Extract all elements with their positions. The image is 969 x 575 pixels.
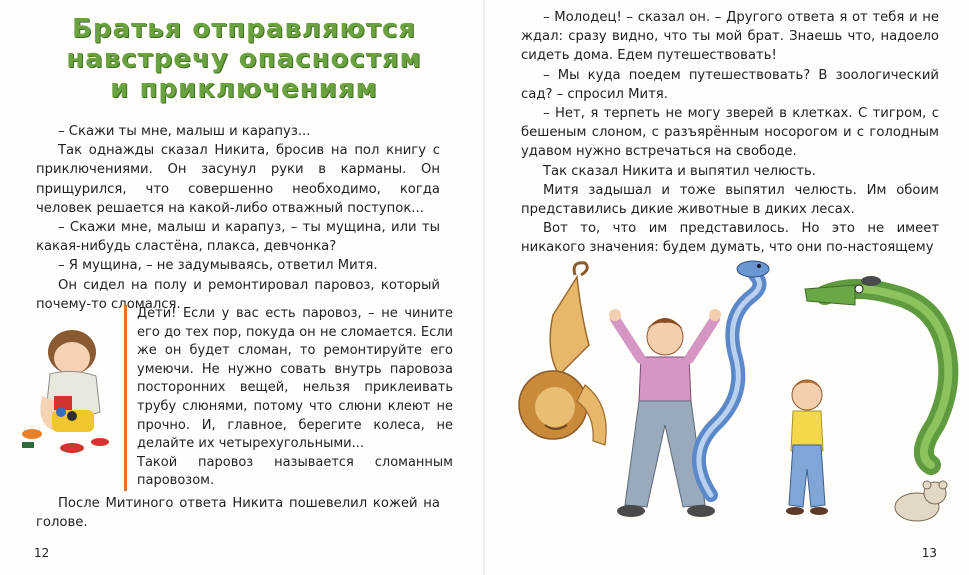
paragraph: Так сказал Никита и выпятил челюсть.	[543, 163, 816, 179]
paragraph: – Скажи ты мне, малыш и карапуз...	[58, 124, 311, 139]
page-number-right: 13	[921, 546, 937, 560]
paragraph: Он сидел на полу и ремонтировал паровоз, который почему-то сломался.	[36, 277, 440, 312]
paragraph: После Митиного ответа Никита пошевелил кожей на голове.	[36, 496, 440, 531]
tip-paragraph: Такой паровоз называется сломанным паровозом.	[137, 454, 453, 489]
baby-with-toy-illustration	[12, 312, 122, 462]
left-page-text	[36, 122, 440, 314]
paragraph: Митя задышал и тоже выпятил челюсть. Им обоим представились дикие животные в диких лесах.	[521, 182, 939, 218]
tip-box	[124, 305, 453, 491]
paragraph: Так однажды сказал Никита, бросив на пол книгу с приключениями. Он засунул руки в карманы. Он прищурился, что совершенно необходимо, когда человек решается на какой-либо отважный поступок...	[36, 143, 440, 216]
boys-and-wild-animals-illustration	[515, 255, 965, 545]
right-page-text	[521, 8, 939, 258]
title-line: навстречу опасностям	[66, 44, 422, 74]
title-line: и приключениям	[110, 74, 378, 104]
paragraph: – Скажи мне, малыш и карапуз, – ты мущина, или ты какая-нибудь сластёна, плакса, девчонка?	[36, 220, 440, 255]
title-line: Братья отправляются	[72, 14, 416, 44]
snake-figure	[699, 261, 769, 495]
left-page	[0, 0, 484, 575]
lion-figure	[519, 263, 606, 445]
paragraph: – Нет, я терпеть не могу зверей в клетках. С тигром, с бешеным слоном, с разъярённым носорогом и с голодным удавом нужно встречаться на свободе.	[521, 106, 939, 160]
younger-boy-figure	[786, 380, 828, 515]
right-page	[485, 0, 969, 575]
paragraph: – Я мущина, – не задумываясь, ответил Митя.	[58, 258, 378, 274]
closing-text	[36, 494, 440, 532]
paragraph: Вот то, что им представилось. Но это не имеет никакого значения: будем думать, что они по-настоящему	[521, 221, 939, 256]
tip-paragraph: Дети! Если у вас есть паровоз, – не чините его до тех пор, покуда он не сломается. Если же он будет сломан, то ремонтируйте его умеючи. Не нужно совать внутрь паровоза посторонних вещей, нельзя приклеивать трубу слюнями, потому что слюни клеют не прочно. И, главное, берегите колеса, не делайте их четырехугольными...	[137, 306, 453, 452]
teddy-bear-figure	[895, 481, 947, 521]
chapter-title	[28, 14, 460, 104]
page-number-left: 12	[34, 546, 50, 560]
paragraph: – Молодец! – сказал он. – Другого ответа я от тебя и не ждал: сразу видно, что ты мой брат. Знаешь что, надоело сидеть дома. Едем путешествовать!	[521, 10, 939, 64]
crocodile-figure	[805, 276, 948, 465]
paragraph: – Мы куда поедем путешествовать? В зоологический сад? – спросил Митя.	[521, 67, 939, 102]
